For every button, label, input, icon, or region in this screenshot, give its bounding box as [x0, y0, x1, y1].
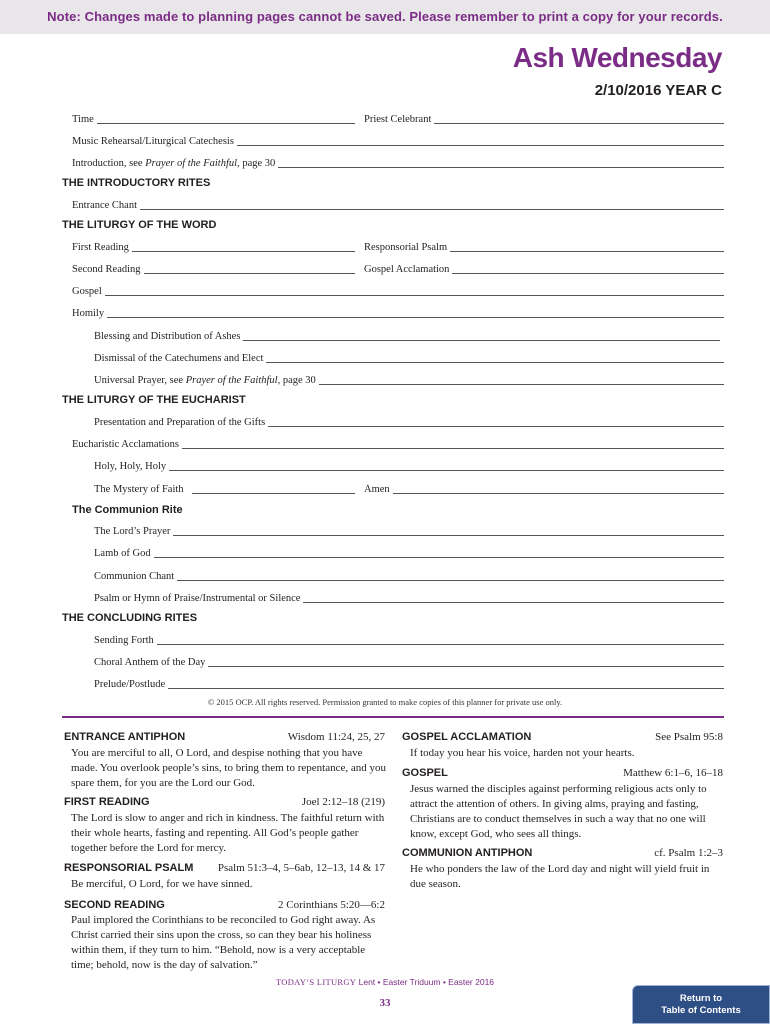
second-reading-row — [72, 260, 355, 276]
communion-antiphon-citation: cf. Psalm 1:2–3 — [654, 847, 723, 859]
gospel-acclamation-row — [364, 260, 724, 276]
first-reading-field[interactable] — [132, 242, 355, 252]
dismissal-label: Dismissal of the Catechumens and Elect — [94, 353, 264, 364]
holy-field[interactable] — [169, 461, 724, 471]
page-title: Ash Wednesday — [512, 42, 722, 73]
second-reading-field[interactable] — [144, 264, 355, 274]
amen-label: Amen — [364, 484, 390, 495]
music-rehearsal-field[interactable] — [237, 136, 724, 146]
footer-brand: TODAY’S LITURGY — [275, 977, 357, 987]
gospel-acclamation-heading: GOSPEL ACCLAMATION — [402, 731, 532, 743]
prelude-postlude-label: Prelude/Postlude — [94, 679, 166, 690]
lamb-of-god-row — [94, 544, 724, 560]
section-communion-rite: The Communion Rite — [72, 504, 183, 516]
communion-antiphon-heading: COMMUNION ANTIPHON — [402, 847, 533, 859]
responsorial-psalm-field[interactable] — [450, 242, 724, 252]
mystery-row — [94, 480, 355, 496]
gospel-acclamation-citation: See Psalm 95:8 — [655, 731, 723, 743]
psalm-hymn-label: Psalm or Hymn of Praise/Instrumental or Silence — [94, 593, 301, 604]
time-label: Time — [72, 114, 94, 125]
gospel-citation: Matthew 6:1–6, 16–18 — [623, 767, 723, 779]
responsorial-psalm-label: Responsorial Psalm — [364, 242, 448, 253]
presentation-field[interactable] — [268, 417, 724, 427]
choral-anthem-field[interactable] — [208, 657, 724, 667]
psalm-hymn-field[interactable] — [303, 593, 724, 603]
presentation-row — [94, 413, 724, 429]
responsorial-psalm-row — [364, 238, 724, 254]
section-liturgy-of-the-word: THE LITURGY OF THE WORD — [62, 219, 217, 231]
first-reading-text: The Lord is slow to anger and rich in kindness. The faithful return with their whole hearts, fasting and repenting. All God’s people gather together before the Lord for mercy. — [71, 812, 385, 854]
responsorial-psalm-text: Be merciful, O Lord, for we have sinned. — [71, 878, 253, 890]
gospel-acclamation-text: If today you hear his voice, harden not your hearts. — [410, 747, 635, 759]
page-number: 33 — [379, 997, 391, 1009]
prelude-postlude-row — [94, 675, 724, 691]
psalm-hymn-row — [94, 589, 724, 605]
responsorial-psalm-citation: Psalm 51:3–4, 5–6ab, 12–13, 14 & 17 — [217, 862, 385, 874]
holy-label: Holy, Holy, Holy — [94, 461, 167, 472]
introduction-label: Introduction, see Prayer of the Faithful, page 30 — [72, 158, 276, 169]
first-reading-heading: FIRST READING — [64, 796, 150, 808]
homily-row — [72, 304, 724, 320]
mystery-label: The Mystery of Faith — [94, 484, 184, 495]
sending-forth-label: Sending Forth — [94, 635, 154, 646]
choral-anthem-label: Choral Anthem of the Day — [94, 657, 206, 668]
lords-prayer-field[interactable] — [173, 526, 724, 536]
entrance-antiphon-citation: Wisdom 11:24, 25, 27 — [287, 731, 385, 743]
prelude-postlude-field[interactable] — [168, 679, 724, 689]
blessing-ashes-row — [94, 327, 720, 343]
liturgy-date: 2/10/2016 YEAR C — [594, 82, 722, 99]
priest-row — [364, 110, 724, 126]
introduction-field[interactable] — [278, 158, 724, 168]
eucharistic-acclamations-field[interactable] — [182, 439, 724, 449]
return-button-line2: Table of Contents — [661, 1005, 741, 1016]
time-field[interactable] — [97, 114, 355, 124]
gospel-row — [72, 282, 724, 298]
entrance-antiphon-text: You are merciful to all, O Lord, and despise nothing that you have made. You overlook people’s sins, to bring them to repentance, and you spare them, for you are the Lord our God. — [71, 747, 386, 789]
purple-divider — [62, 716, 724, 718]
responsorial-psalm-heading: RESPONSORIAL PSALM — [64, 862, 194, 874]
return-button-line1: Return to — [679, 993, 723, 1004]
copyright-notice: © 2015 OCP. All rights reserved. Permission granted to make copies of this planner for private use only. — [207, 697, 563, 707]
entrance-chant-field[interactable] — [140, 200, 724, 210]
second-reading-citation: 2 Corinthians 5:20—6:2 — [278, 899, 385, 911]
homily-field[interactable] — [107, 308, 724, 318]
gospel-acclamation-label: Gospel Acclamation — [364, 264, 450, 275]
eucharistic-acclamations-row — [72, 435, 724, 451]
second-reading-heading: SECOND READING — [64, 899, 165, 911]
homily-label: Homily — [72, 308, 105, 319]
holy-row — [94, 457, 724, 473]
universal-prayer-label: Universal Prayer, see Prayer of the Faithful, page 30 — [94, 375, 316, 386]
communion-antiphon-text: He who ponders the law of the Lord day and night will yield fruit in due season. — [410, 863, 710, 890]
communion-chant-row — [94, 567, 724, 583]
amen-field[interactable] — [393, 484, 724, 494]
music-rehearsal-label: Music Rehearsal/Liturgical Catechesis — [72, 136, 234, 147]
gospel-field[interactable] — [105, 286, 724, 296]
sending-forth-row — [94, 631, 724, 647]
gospel-heading: GOSPEL — [402, 767, 448, 779]
sending-forth-field[interactable] — [157, 635, 724, 645]
lords-prayer-label: The Lord’s Prayer — [94, 526, 171, 537]
presentation-label: Presentation and Preparation of the Gifts — [94, 417, 266, 428]
lamb-of-god-label: Lamb of God — [94, 548, 151, 559]
return-to-toc-button[interactable] — [632, 985, 770, 1024]
universal-prayer-row — [94, 371, 724, 387]
second-reading-text: Paul implored the Corinthians to be reconciled to God right away. As Christ carried their sins upon the cross, so can they bear his holiness within them, if they turn to him. “Behold, now is a very acceptable time; behold, now is the day of salvation.” — [71, 914, 376, 971]
time-row — [72, 110, 355, 126]
second-reading-label: Second Reading — [72, 264, 141, 275]
section-concluding-rites: THE CONCLUDING RITES — [62, 612, 198, 624]
choral-anthem-row — [94, 653, 724, 669]
section-introductory-rites: THE INTRODUCTORY RITES — [62, 177, 211, 189]
blessing-ashes-field[interactable] — [243, 331, 720, 341]
gospel-label: Gospel — [72, 286, 102, 297]
notice-text: Note: Changes made to planning pages cannot be saved. Please remember to print a copy for your records. — [47, 9, 723, 24]
gospel-text: Jesus warned the disciples against performing religious acts only to attract the attention of others. In giving alms, praying and fasting, Christians are to conduct themselves in such a way that no one will know, except God, who sees all things. — [410, 783, 707, 840]
priest-field[interactable] — [434, 114, 724, 124]
communion-chant-label: Communion Chant — [94, 571, 175, 582]
first-reading-citation: Joel 2:12–18 (219) — [301, 796, 385, 808]
dismissal-row — [94, 349, 724, 365]
section-liturgy-of-the-eucharist: THE LITURGY OF THE EUCHARIST — [62, 394, 246, 406]
eucharistic-acclamations-label: Eucharistic Acclamations — [72, 439, 180, 450]
amen-row — [364, 480, 724, 496]
entrance-chant-label: Entrance Chant — [72, 200, 138, 211]
blessing-ashes-label: Blessing and Distribution of Ashes — [94, 331, 241, 342]
introduction-row — [72, 154, 724, 170]
notice-bar — [0, 0, 770, 34]
priest-label: Priest Celebrant — [364, 114, 432, 125]
music-rehearsal-row — [72, 132, 724, 148]
dismissal-field[interactable] — [266, 353, 724, 363]
universal-prayer-field[interactable] — [319, 375, 724, 385]
lamb-of-god-field[interactable] — [154, 548, 724, 558]
communion-chant-field[interactable] — [177, 571, 724, 581]
entrance-antiphon-heading: ENTRANCE ANTIPHON — [64, 731, 186, 743]
first-reading-row — [72, 238, 355, 254]
gospel-acclamation-field[interactable] — [452, 264, 724, 274]
lords-prayer-row — [94, 522, 724, 538]
footer-seasons: Lent • Easter Triduum • Easter 2016 — [356, 977, 495, 987]
entrance-chant-row — [72, 196, 724, 212]
mystery-field[interactable] — [192, 484, 355, 494]
first-reading-label: First Reading — [72, 242, 129, 253]
